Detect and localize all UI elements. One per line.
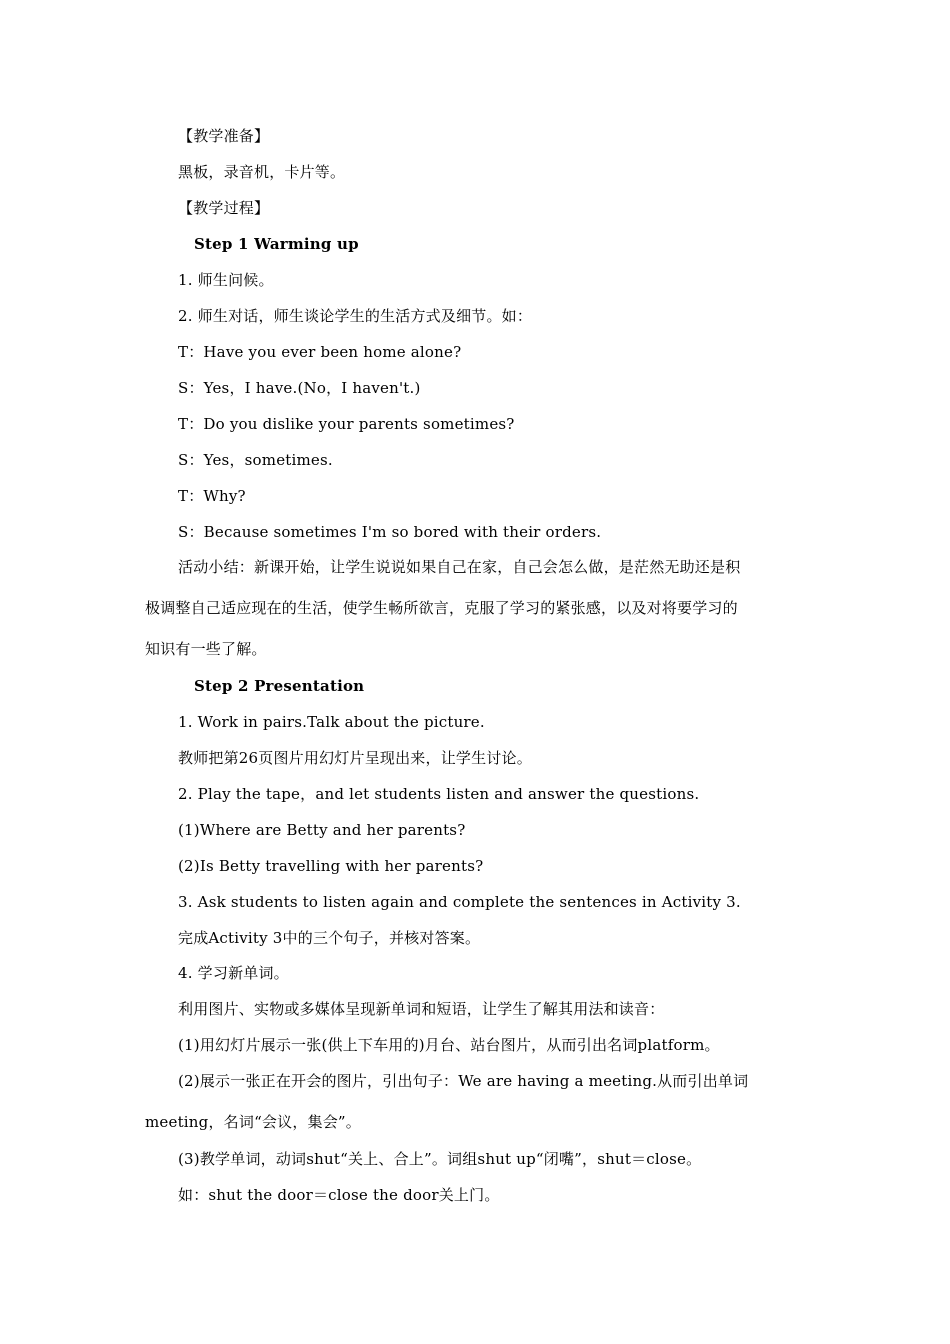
list-item: 3. Ask students to listen again and complete the sentences in Activity 3. [178,893,741,911]
paragraph-line: 完成Activity 3中的三个句子，并核对答案。 [178,929,481,947]
question-item: (2)Is Betty travelling with her parents? [178,857,484,875]
dialogue-line: S：Yes，sometimes. [178,451,333,469]
summary-line: 极调整自己适应现在的生活，使学生畅所欲言，克服了学习的紧张感，以及对将要学习的 [145,599,738,617]
step-heading-presentation: Step 2 Presentation [194,677,365,695]
dialogue-line: S：Because sometimes I'm so bored with their orders. [178,523,602,541]
dialogue-line: T：Have you ever been home alone? [178,343,462,361]
section-heading-preparation: 【教学准备】 [178,127,270,145]
list-item: 2. Play the tape，and let students listen and answer the questions. [178,785,700,803]
section-heading-process: 【教学过程】 [178,199,270,217]
dialogue-line: T：Do you dislike your parents sometimes? [178,415,515,433]
list-item: 1. Work in pairs.Talk about the picture. [178,713,485,731]
list-item: 4. 学习新单词。 [178,964,289,982]
paragraph-line: 教师把第26页图片用幻灯片呈现出来，让学生讨论。 [178,749,532,767]
question-item: (1)Where are Betty and her parents? [178,821,466,839]
step-heading-warming-up: Step 1 Warming up [194,235,359,253]
vocab-item: (3)教学单词，动词shut“关上、合上”。词组shut up“闭嘴”，shut＝close。 [178,1150,702,1168]
dialogue-line: S：Yes，I have.(No，I haven't.) [178,379,421,397]
paragraph-line: 利用图片、实物或多媒体呈现新单词和短语，让学生了解其用法和读音： [178,1000,665,1018]
summary-line: 活动小结：新课开始，让学生说说如果自己在家，自己会怎么做，是茫然无助还是积 [178,558,741,576]
paragraph-line: 黑板，录音机，卡片等。 [178,163,346,181]
list-item: 2. 师生对话，师生谈论学生的生活方式及细节。如： [178,307,533,325]
summary-line: 知识有一些了解。 [145,640,267,658]
vocab-item: meeting，名词“会议，集会”。 [145,1113,362,1131]
vocab-item: (1)用幻灯片展示一张(供上下车用的)月台、站台图片，从而引出名词platform。 [178,1036,720,1054]
vocab-item: (2)展示一张正在开会的图片，引出句子：We are having a meeting.从而引出单词 [178,1072,749,1090]
list-item: 1. 师生问候。 [178,271,274,289]
example-line: 如：shut the door＝close the door关上门。 [178,1186,500,1204]
dialogue-line: T：Why? [178,487,246,505]
